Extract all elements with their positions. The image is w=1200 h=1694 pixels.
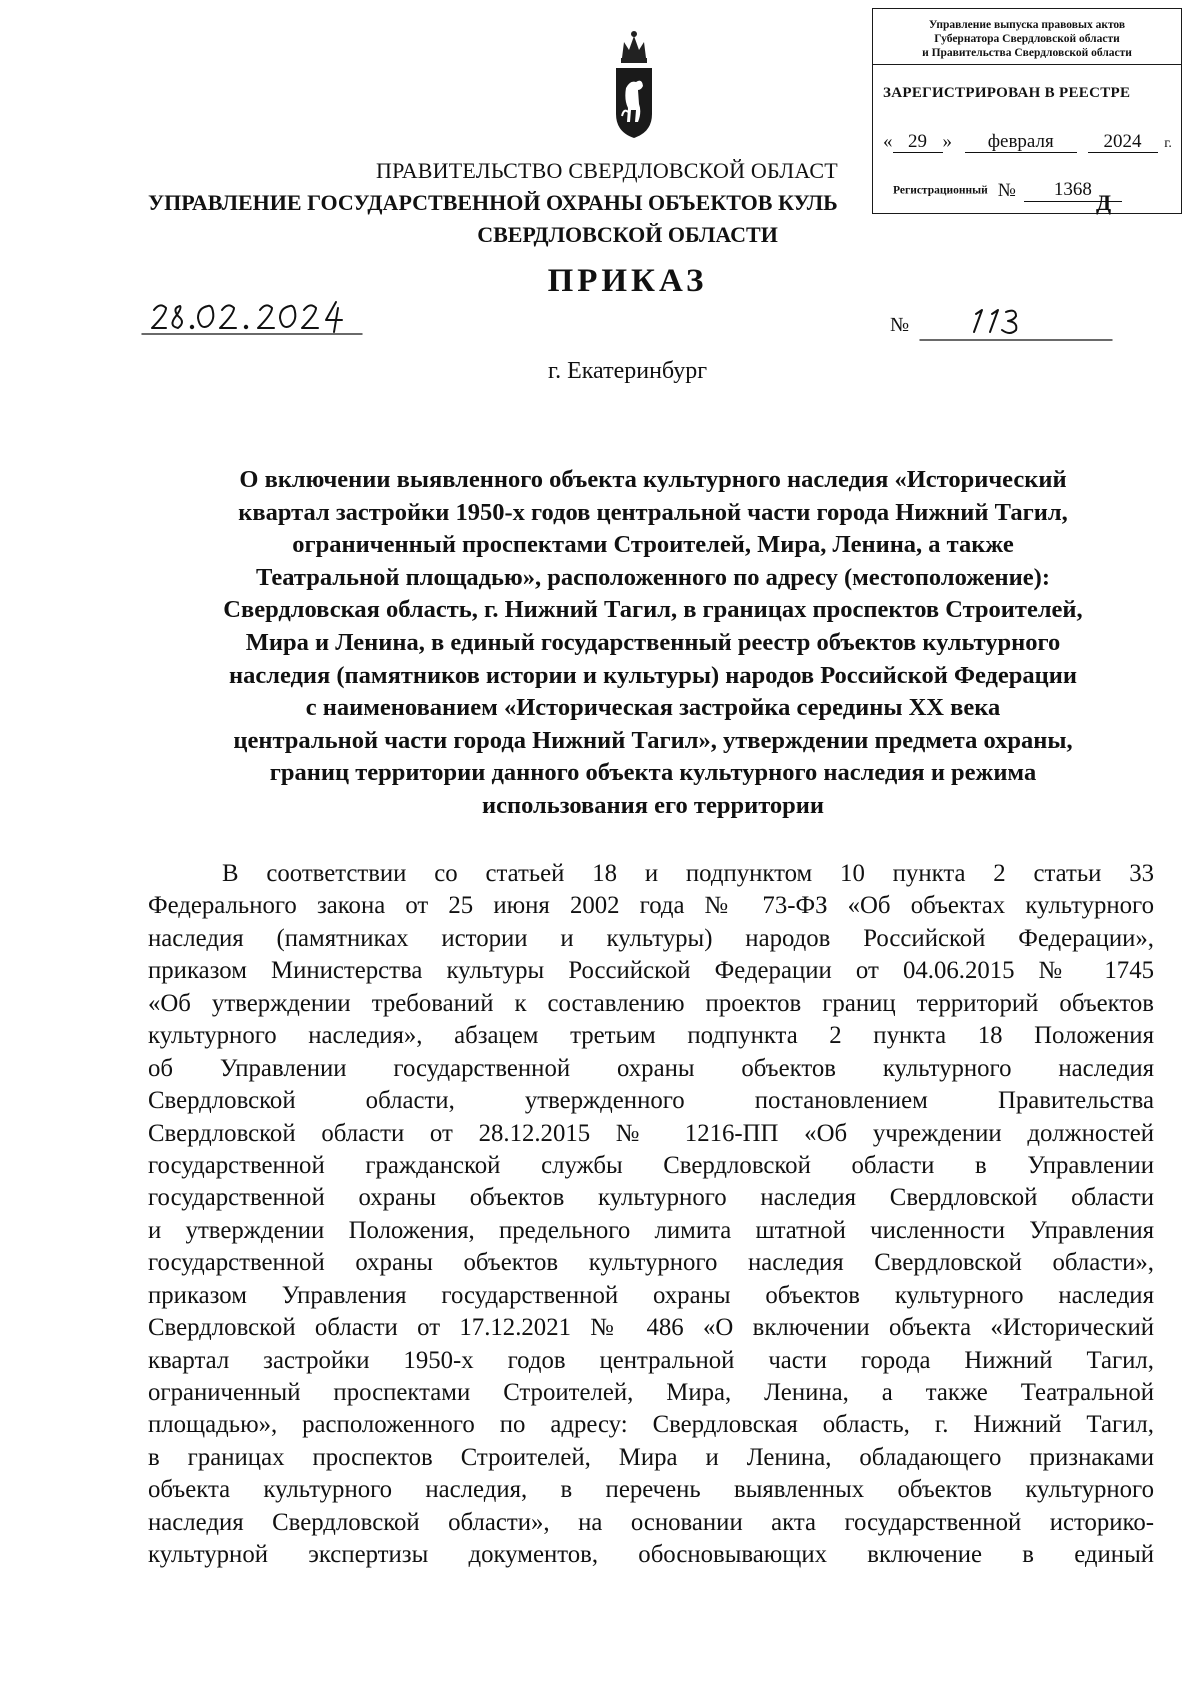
- order-number: [890, 302, 1130, 346]
- handwritten-date: [140, 296, 365, 340]
- stamp-registered-label: ЗАРЕГИСТРИРОВАН В РЕЕСТРЕ: [883, 85, 1131, 101]
- body-line: об Управлении государственной охраны объектов культурного наследия: [148, 1054, 1154, 1082]
- body-line: ограниченный проспектами Строителей, Мира, Ленина, а также Театральной: [148, 1379, 1154, 1406]
- body-line: наследия Свердловской области», на основании акта государственной историко-: [148, 1508, 1154, 1536]
- stamp-header-line: Управление выпуска правовых актов: [928, 19, 1126, 31]
- order-title: ПРИКАЗ: [547, 263, 708, 299]
- body-line: и утверждении Положения, предельного лимита штатной численности Управления: [148, 1216, 1154, 1244]
- stamp-reg-label: Регистрационный: [893, 184, 988, 197]
- body-line: Свердловской области, утвержденного постановлением Правительства: [148, 1087, 1154, 1115]
- department-name-tail: Д: [1096, 190, 1112, 215]
- body-line: Свердловской области от 28.12.2015 № 1216-ПП «Об учреждении должностей: [148, 1119, 1154, 1147]
- title-line: использования его территории: [481, 791, 825, 819]
- body-line: культурного наследия», абзацем третьим подпункта 2 пункта 18 Положения: [148, 1022, 1154, 1050]
- city: г. Екатеринбург: [547, 358, 708, 384]
- title-line: центральной части города Нижний Тагил», утверждении предмета охраны,: [233, 726, 1073, 754]
- body-line: площадью», расположенного по адресу: Свердловская область, г. Нижний Тагил,: [148, 1411, 1154, 1439]
- body-line: приказом Управления государственной охраны объектов культурного наследия: [148, 1281, 1154, 1309]
- title-line: наследия (памятников истории и культуры) народов Российской Федерации: [228, 661, 1078, 689]
- stamp-header-line: и Правительства Свердловской области: [922, 47, 1132, 59]
- body-line: В соответствии со статьей 18 и подпунктом 10 пункта 2 статьи 33: [222, 860, 1154, 887]
- body-line: наследия (памятниках истории и культуры) народов Российской Федерации»,: [148, 924, 1154, 952]
- title-line: Театральной площадью», расположенного по адресу (местоположение):: [255, 563, 1050, 591]
- body-line: в границах проспектов Строителей, Мира и Ленина, обладающего признаками: [148, 1443, 1154, 1471]
- stamp-number-row: [893, 179, 1178, 202]
- registration-stamp: [872, 8, 1182, 214]
- department-name-line1: УПРАВЛЕНИЕ ГОСУДАРСТВЕННОЙ ОХРАНЫ ОБЪЕКТОВ КУЛЬ: [148, 190, 838, 215]
- coat-of-arms-icon: [612, 28, 656, 140]
- stamp-month: февраля: [965, 132, 1077, 153]
- body-line: Свердловской области от 17.12.2021 № 486 «О включении объекта «Исторический: [148, 1314, 1154, 1342]
- order-subject-title: [148, 464, 1158, 823]
- stamp-year-suffix: г.: [1164, 136, 1172, 151]
- title-line: Мира и Ленина, в единый государственный реестр объектов культурного: [245, 628, 1061, 656]
- stamp-open-quote: «: [883, 131, 893, 152]
- stamp-close-quote: »: [942, 131, 952, 152]
- body-line: государственной гражданской службы Свердловской области в Управлении: [148, 1151, 1154, 1179]
- body-line: квартал застройки 1950-х годов центральной части города Нижний Тагил,: [148, 1346, 1154, 1374]
- body-line: Федерального закона от 25 июня 2002 года № 73-ФЗ «Об объектах культурного: [148, 892, 1154, 920]
- body-paragraph: [148, 858, 1154, 1572]
- title-line: с наименованием «Историческая застройка середины XX века: [305, 694, 1001, 722]
- stamp-header: [873, 9, 1181, 65]
- government-name: ПРАВИТЕЛЬСТВО СВЕРДЛОВСКОЙ ОБЛАСТ: [376, 158, 838, 183]
- body-line: государственной охраны объектов культурного наследия Свердловской области: [148, 1184, 1154, 1212]
- handwritten-number: [916, 302, 1116, 346]
- title-line: ограниченный проспектами Строителей, Мира, Ленина, а также: [292, 531, 1014, 559]
- department-name-line2: СВЕРДЛОВСКОЙ ОБЛАСТИ: [477, 222, 778, 247]
- stamp-reg-number: 1368: [1024, 179, 1122, 202]
- body-line: объекта культурного наследия, в перечень выявленных объектов культурного: [148, 1476, 1154, 1504]
- body-line: «Об утверждении требований к составлению проектов границ территорий объектов: [148, 989, 1154, 1017]
- body-line: государственной охраны объектов культурного наследия Свердловской области»,: [148, 1249, 1154, 1277]
- stamp-header-line: Губернатора Свердловской области: [934, 33, 1120, 45]
- body-line: приказом Министерства культуры Российской Федерации от 04.06.2015 № 1745: [148, 957, 1154, 985]
- stamp-date: [883, 131, 1178, 153]
- title-line: О включении выявленного объекта культурного наследия «Исторический: [239, 466, 1067, 493]
- body-line: культурной экспертизы документов, обосновывающих включение в единый: [148, 1541, 1154, 1569]
- title-line: квартал застройки 1950-х годов центральной части города Нижний Тагил,: [238, 498, 1068, 526]
- title-line: границ территории данного объекта культурного наследия и режима: [269, 759, 1037, 787]
- stamp-year: 2024: [1088, 132, 1158, 153]
- stamp-no-sign: №: [997, 179, 1016, 201]
- stamp-day: 29: [893, 132, 943, 153]
- title-line: Свердловская область, г. Нижний Тагил, в границах проспектов Строителей,: [223, 596, 1083, 624]
- number-sign: №: [890, 314, 910, 336]
